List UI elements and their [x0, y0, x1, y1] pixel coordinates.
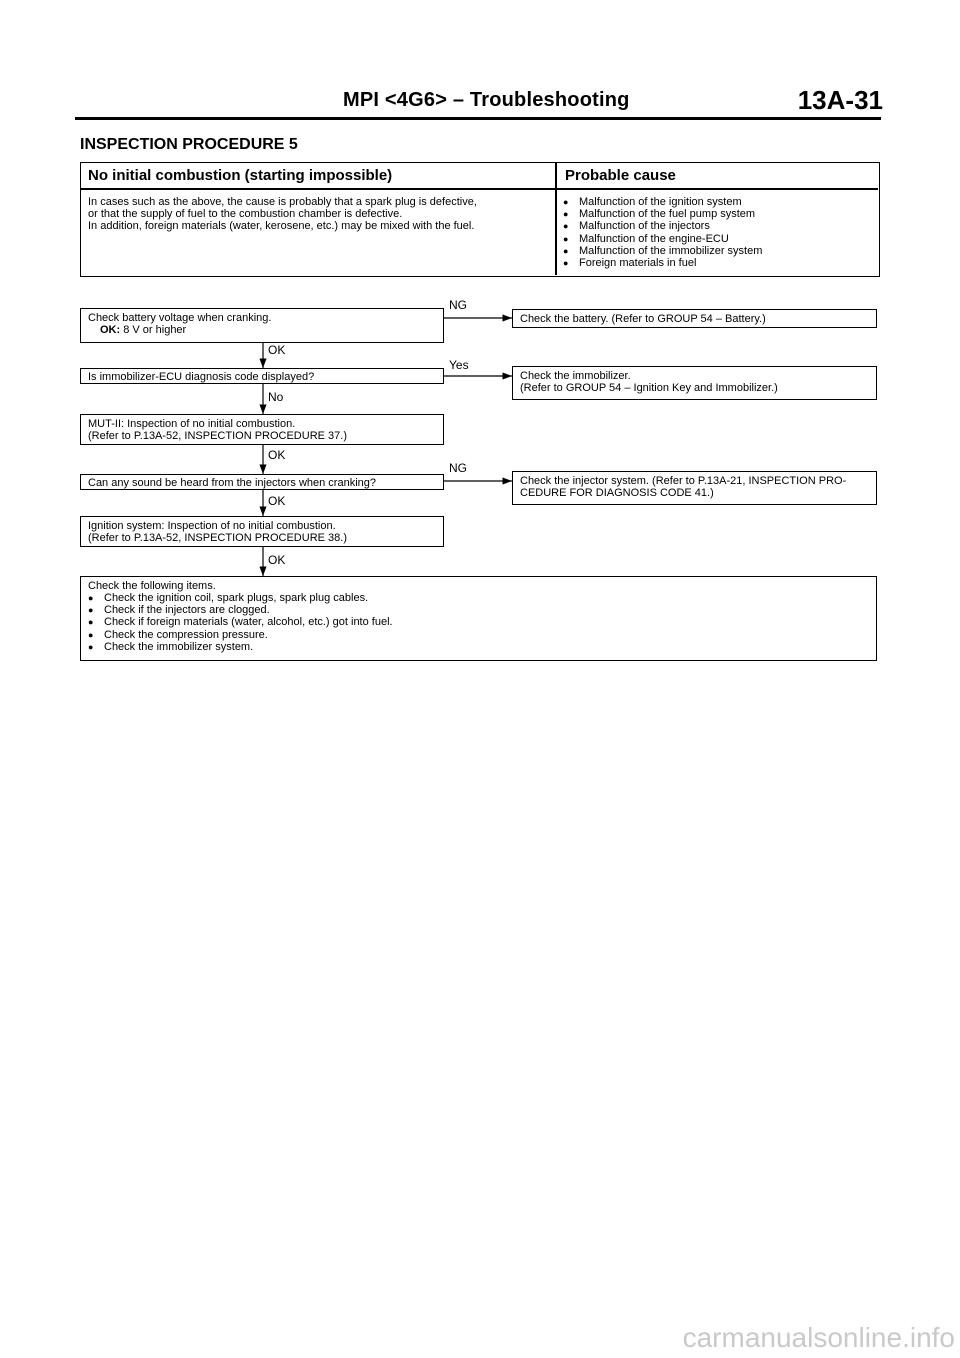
probable-cause-header: Probable cause — [565, 167, 676, 184]
step-mut-inspection — [80, 414, 444, 445]
step-ignition-inspection — [80, 516, 444, 547]
final-check-list — [88, 592, 869, 653]
ng-label: NG — [449, 461, 467, 475]
step-text: Check battery voltage when cranking. — [88, 312, 272, 324]
ok-label: OK — [268, 343, 286, 357]
step-text: Ignition system: Inspection of no initial combustion. — [88, 520, 336, 532]
action-text: Check the injector system. (Refer to P.13A-21, INSPECTION PRO- — [520, 475, 847, 487]
check-item: ● Check if foreign materials (water, alcohol, etc.) got into fuel. — [88, 616, 869, 628]
section-title: INSPECTION PROCEDURE 5 — [80, 136, 298, 153]
action-check-immobilizer — [512, 366, 877, 400]
description-line: In cases such as the above, the cause is probably that a spark plug is defective, — [88, 196, 477, 208]
check-item: ● Check the compression pressure. — [88, 629, 869, 641]
cause-item: ● Malfunction of the injectors — [563, 220, 863, 232]
step-injector-sound — [80, 474, 444, 490]
symptom-header: No initial combustion (starting impossible) — [88, 167, 393, 184]
check-item: ● Check if the injectors are clogged. — [88, 604, 869, 616]
action-check-injector-system — [512, 471, 877, 505]
step-text: MUT-II: Inspection of no initial combustion. — [88, 418, 296, 430]
check-item: ● Check the ignition coil, spark plugs, spark plug cables. — [88, 592, 869, 604]
action-text: Check the immobilizer. — [520, 370, 631, 382]
step-battery-voltage — [80, 308, 444, 343]
description-line: In addition, foreign materials (water, kerosene, etc.) may be mixed with the fuel. — [88, 220, 475, 232]
ok-criterion-label: OK: — [100, 324, 121, 336]
ok-criterion-value: 8 V or higher — [123, 324, 187, 336]
check-item: ● Check the immobilizer system. — [88, 641, 869, 653]
action-text: CEDURE FOR DIAGNOSIS CODE 41.) — [520, 487, 714, 499]
cause-item: ● Malfunction of the fuel pump system — [563, 208, 863, 220]
cause-item: ● Malfunction of the immobilizer system — [563, 245, 863, 257]
cause-item: ● Malfunction of the ignition system — [563, 196, 863, 208]
watermark: carmanualsonline.info — [682, 1322, 955, 1353]
action-check-battery — [512, 309, 877, 328]
cause-item: ● Malfunction of the engine-ECU — [563, 233, 863, 245]
final-intro: Check the following items. — [88, 580, 216, 592]
page-header-title: MPI <4G6> – Troubleshooting — [343, 89, 630, 111]
final-check-items — [80, 576, 877, 661]
ng-label: NG — [449, 298, 467, 312]
step-text: (Refer to P.13A-52, INSPECTION PROCEDURE 38.) — [88, 532, 347, 544]
cause-item: ● Foreign materials in fuel — [563, 257, 863, 269]
ok-label: OK — [268, 494, 286, 508]
ok-label: OK — [268, 448, 286, 462]
step-text: Is immobilizer-ECU diagnosis code displayed? — [88, 371, 315, 383]
description-line: or that the supply of fuel to the combustion chamber is defective. — [88, 208, 403, 220]
step-immobilizer-code — [80, 368, 444, 384]
action-text: Check the battery. (Refer to GROUP 54 – Battery.) — [520, 313, 766, 325]
action-text: (Refer to GROUP 54 – Ignition Key and Immobilizer.) — [520, 382, 778, 394]
ok-label: OK — [268, 553, 286, 567]
page-code: 13A-31 — [797, 85, 883, 115]
no-label: No — [268, 390, 284, 404]
step-text: Can any sound be heard from the injectors when cranking? — [88, 477, 377, 489]
step-text: (Refer to P.13A-52, INSPECTION PROCEDURE 37.) — [88, 430, 347, 442]
yes-label: Yes — [449, 358, 469, 372]
